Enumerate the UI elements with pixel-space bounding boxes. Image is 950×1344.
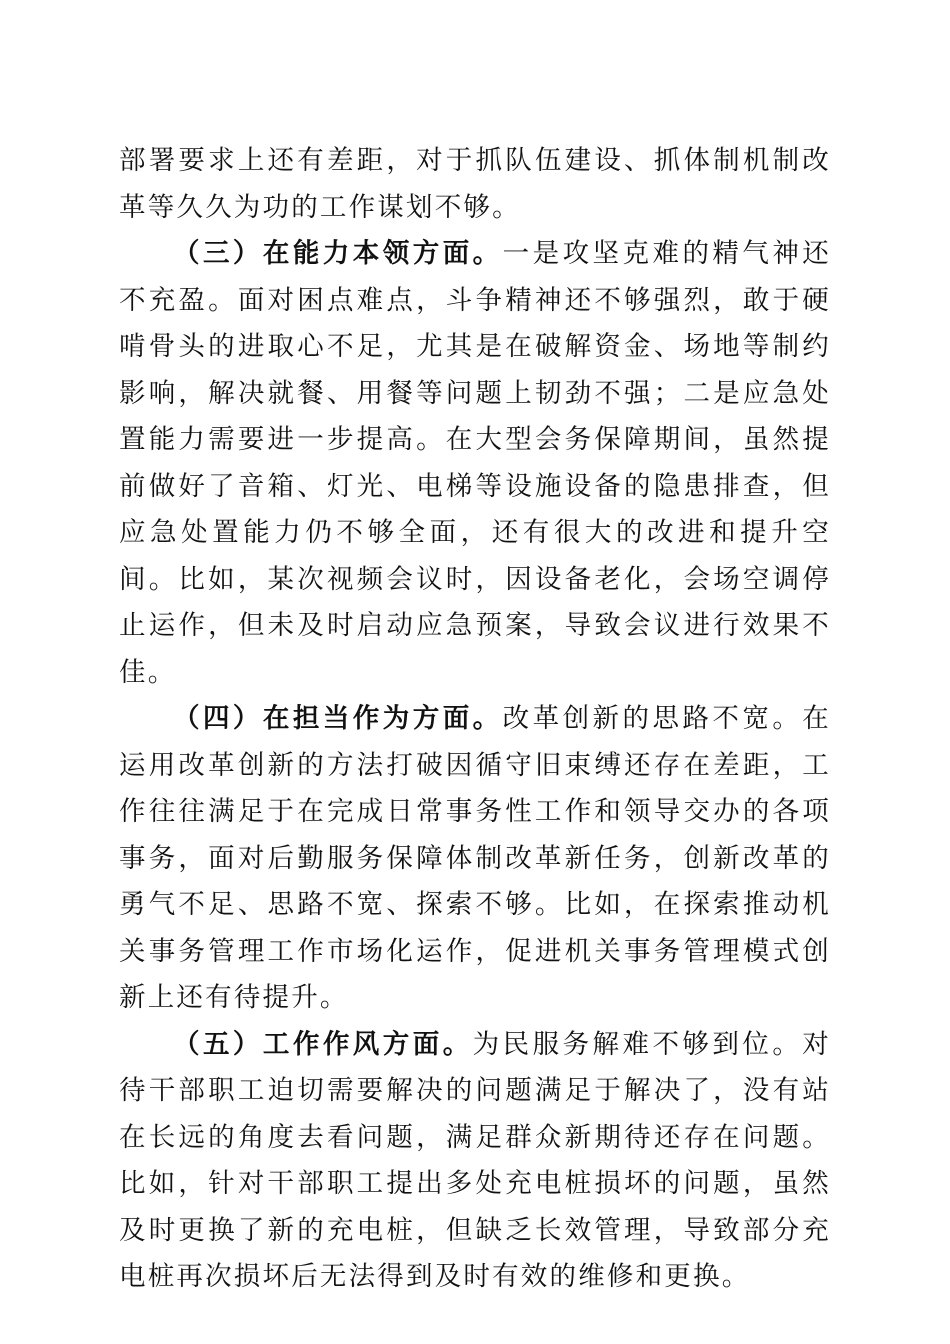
paragraph-text: 改革创新的思路不宽。在运用改革创新的方法打破因循守旧束缚还存在差距，工作往往满足于在完成日常事务性工作和领导交办的各项事务，面对后勤服务保障体制改革新任务，创新改革的勇气不足、思路不宽、探索不够。比如，在探索推动机关事务管理工作市场化运作，促进机关事务管理模式创新上还有待提升。	[119, 703, 832, 1013]
paragraph-heading: （五）工作作风方面。	[173, 1028, 473, 1060]
paragraph-text: 一是攻坚克难的精气神还不充盈。面对困点难点，斗争精神还不够强烈，敢于硬啃骨头的进取心不足，尤其是在破解资金、场地等制约影响，解决就餐、用餐等问题上韧劲不强；二是应急处置能力需要进一步提高。在大型会务保障期间，虽然提前做好了音箱、灯光、电梯等设施设备的隐患排查，但应急处置能力仍不够全面，还有很大的改进和提升空间。比如，某次视频会议时，因设备老化，会场空调停止运作，但未及时启动应急预案，导致会议进行效果不佳。	[119, 238, 832, 688]
paragraph-heading: （四）在担当作为方面。	[173, 703, 503, 734]
paragraph-text: 部署要求上还有差距，对于抓队伍建设、抓体制机制改革等久久为功的工作谋划不够。	[119, 145, 831, 223]
document-page	[119, 138, 831, 1301]
paragraph-work-style	[119, 1022, 831, 1301]
paragraph-ability	[119, 231, 831, 696]
paragraph-responsibility	[119, 696, 831, 1022]
paragraph-heading: （三）在能力本领方面。	[173, 238, 503, 269]
paragraph-text: 为民服务解难不够到位。对待干部职工迫切需要解决的问题满足于解决了，没有站在长远的角度去看问题，满足群众新期待还存在问题。比如，针对干部职工提出多处充电桩损坏的问题，虽然及时更换了新的充电桩，但缺乏长效管理，导致部分充电桩再次损坏后无法得到及时有效的维修和更换。	[119, 1028, 832, 1292]
paragraph-continuation	[119, 138, 831, 231]
